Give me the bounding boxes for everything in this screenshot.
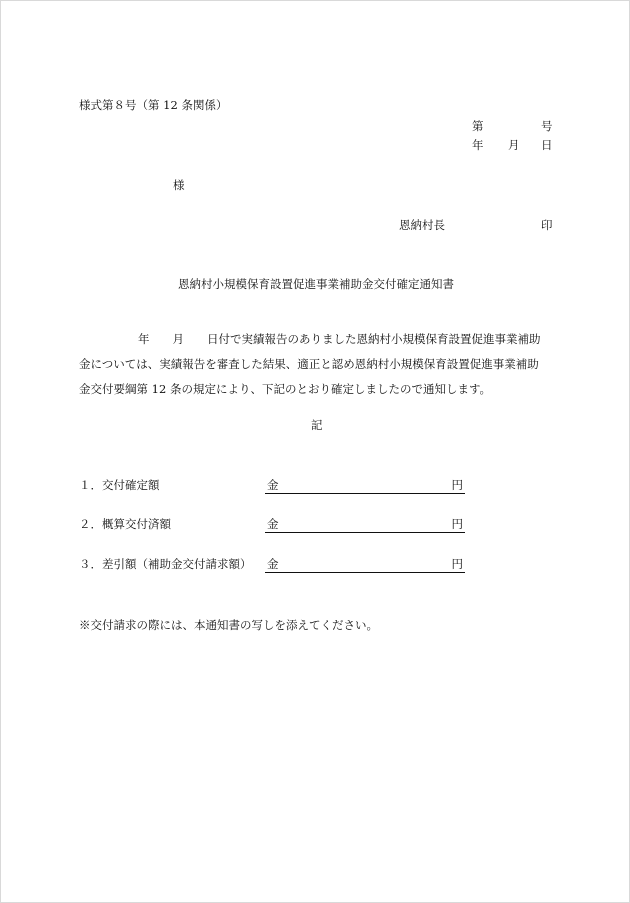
amount-prefix-1: 金: [267, 478, 279, 492]
item-label-1: １．交付確定額: [79, 478, 160, 492]
number-prefix: 第: [472, 119, 484, 133]
item-label-2: ２．概算交付済額: [79, 517, 171, 531]
amount-suffix-2: 円: [451, 517, 463, 531]
amount-field-2: [265, 516, 465, 533]
body-line-2: 金については、実績報告を審査した結果、適正と認め恩納村小規模保育設置促進事業補助: [79, 357, 539, 371]
body-date-month: 月: [172, 332, 184, 346]
date-month: 月: [508, 138, 520, 152]
number-suffix: 号: [541, 119, 553, 133]
amount-suffix-1: 円: [451, 478, 463, 492]
amount-field-3: [265, 556, 465, 573]
item-label-3: ３．差引額（補助金交付請求額）: [79, 557, 252, 571]
issuer-seal: 印: [541, 218, 553, 232]
amount-prefix-3: 金: [267, 557, 279, 571]
amount-suffix-3: 円: [451, 557, 463, 571]
recipient-suffix: 様: [173, 178, 185, 192]
amount-field-1: [265, 477, 465, 494]
date-year: 年: [472, 138, 484, 152]
body-date-year: 年: [138, 332, 150, 346]
body-line-1: [79, 327, 557, 352]
ki-heading: 記: [311, 418, 323, 432]
form-label: 様式第８号（第 12 条関係）: [79, 98, 228, 112]
issuer-name: 恩納村長: [399, 218, 445, 232]
body-line-1-text: 日付で実績報告のありました恩納村小規模保育設置促進事業補助: [207, 332, 541, 346]
document-title: 恩納村小規模保育設置促進事業補助金交付確定通知書: [178, 277, 454, 291]
footnote: ※交付請求の際には、本通知書の写しを添えてください。: [79, 618, 378, 632]
body-paragraph: [79, 327, 557, 402]
date-day: 日: [541, 138, 553, 152]
body-line-3: 金交付要綱第 12 条の規定により、下記のとおり確定しましたので通知します。: [79, 382, 492, 396]
amount-prefix-2: 金: [267, 517, 279, 531]
